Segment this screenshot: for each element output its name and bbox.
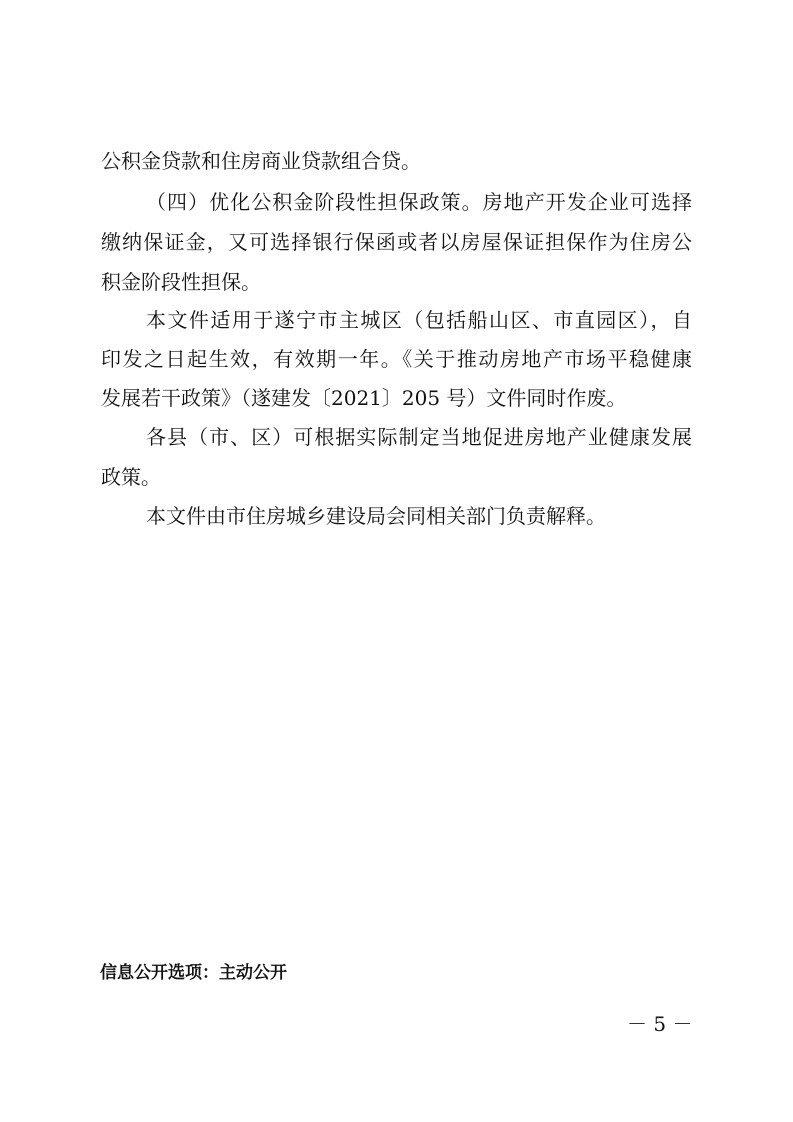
- page-number: － 5 －: [627, 1012, 693, 1036]
- body-line-6: 印发之日起生效，有效期一年。《关于推动房地产市场平稳健康: [101, 347, 692, 371]
- body-line-8: 各县（市、区）可根据实际制定当地促进房地产业健康发展: [146, 425, 692, 449]
- body-line-10: 本文件由市住房城乡建设局会同相关部门负责解释。: [146, 504, 606, 528]
- body-line-9: 政策。: [101, 465, 161, 489]
- body-line-5: 本文件适用于遂宁市主城区（包括船山区、市直园区），自: [146, 308, 692, 332]
- body-line-1: 公积金贷款和住房商业贷款组合贷。: [101, 149, 421, 173]
- information-disclosure-label: 信息公开选项：主动公开: [100, 963, 287, 983]
- body-line-3: 缴纳保证金，又可选择银行保函或者以房屋保证担保作为住房公: [101, 230, 692, 254]
- body-line-4: 积金阶段性担保。: [101, 270, 261, 294]
- body-line-7: 发展若干政策》（遂建发〔2021〕205 号）文件同时作废。: [101, 386, 627, 410]
- body-line-2: （四）优化公积金阶段性担保政策。房地产开发企业可选择: [146, 190, 692, 214]
